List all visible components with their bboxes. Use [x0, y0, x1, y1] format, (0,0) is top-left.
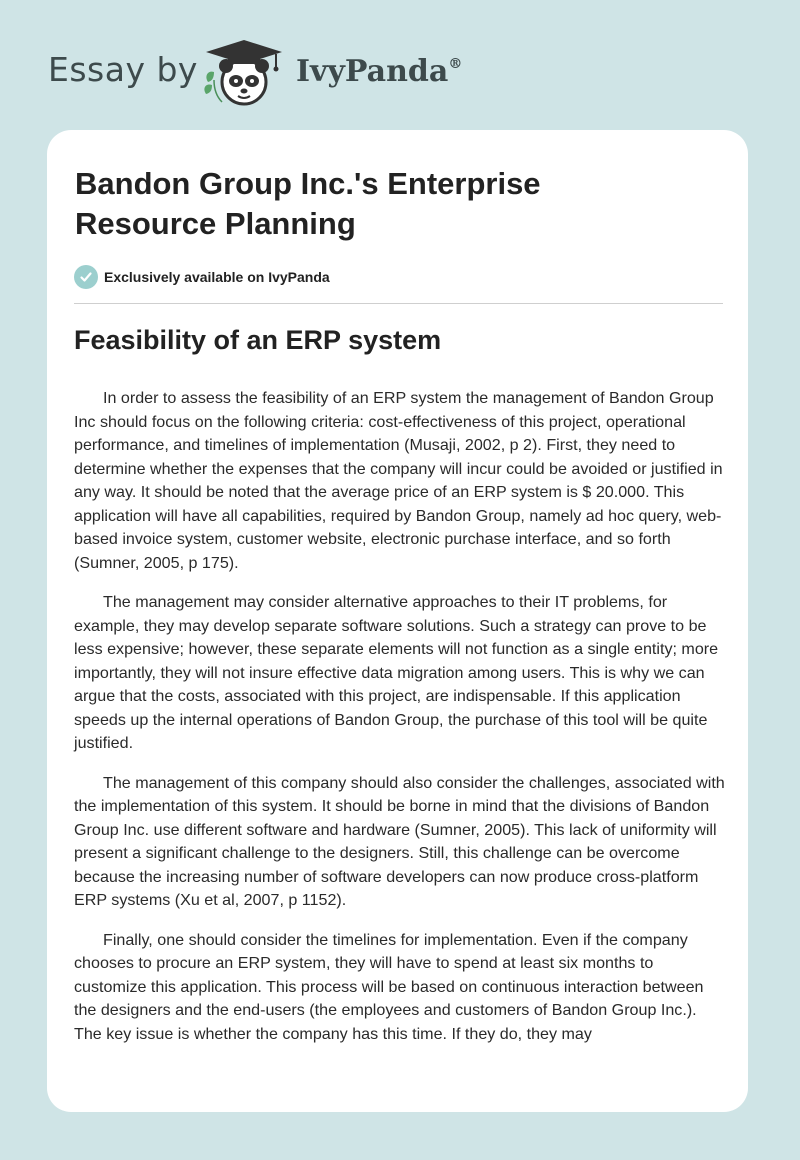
- article-body: [74, 387, 726, 1062]
- paragraph: Finally, one should consider the timelines for implementation. Even if the company chooses to procure an ERP system, they will have to spend at least six months to customize this application. This process will be based on continuous interaction between the designers and the end-users (the employees and customers of Bandon Group Inc.). The key issue is whether the company has this time. If they do, they may: [74, 930, 704, 1043]
- paragraph: In order to assess the feasibility of an ERP system the management of Bandon Group Inc should focus on the following criteria: cost-effectiveness of this project, operational performance, and timelines of implementation (Musaji, 2002, p 2). First, they need to determine whether the expenses that the company will incur could be avoided or justified in any way. It should be noted that the average price of an ERP system is $ 20.000. This application will have all capabilities, required by Bandon Group, namely ad hoc query, web-based invoice system, customer website, electronic purchase interface, and so forth (Sumner, 2005, p 175).: [74, 389, 723, 572]
- check-icon: [74, 265, 98, 289]
- brand-name-text: IvyPanda: [296, 54, 449, 89]
- paragraph: The management of this company should also consider the challenges, associated with the implementation of this system. It should be borne in mind that the divisions of Bandon Group Inc. use different software and hardware (Sumner, 2005). This lack of uniformity will present a significant challenge to the designers. Still, this challenge can be overcome because the increasing number of software developers can now produce cross-platform ERP systems (Xu et al, 2007, p 1152).: [74, 773, 725, 909]
- essay-card: [47, 130, 748, 1112]
- panda-logo-icon[interactable]: [202, 36, 292, 108]
- registered-mark: ®: [448, 56, 463, 72]
- section-heading: Feasibility of an ERP system: [74, 325, 442, 355]
- page-title: Bandon Group Inc.'s Enterprise Resource Planning: [75, 166, 541, 241]
- exclusive-badge: [74, 264, 330, 290]
- paragraph: The management may consider alternative approaches to their IT problems, for example, they may develop separate software solutions. Such a strategy can prove to be less expensive; however, these separate elements will not function as a single entity; more importantly, they will not insure effective data migration among users. This is why we can argue that the costs, associated with this project, are indispensable. If this application speeds up the internal operations of Bandon Group, the purchase of this tool will be quite justified.: [74, 593, 719, 752]
- brand-prefix: Essay by: [48, 50, 198, 89]
- divider: [74, 303, 723, 304]
- exclusive-label: Exclusively available on IvyPanda: [104, 269, 330, 285]
- site-header: [0, 0, 800, 120]
- brand-name[interactable]: [296, 54, 462, 89]
